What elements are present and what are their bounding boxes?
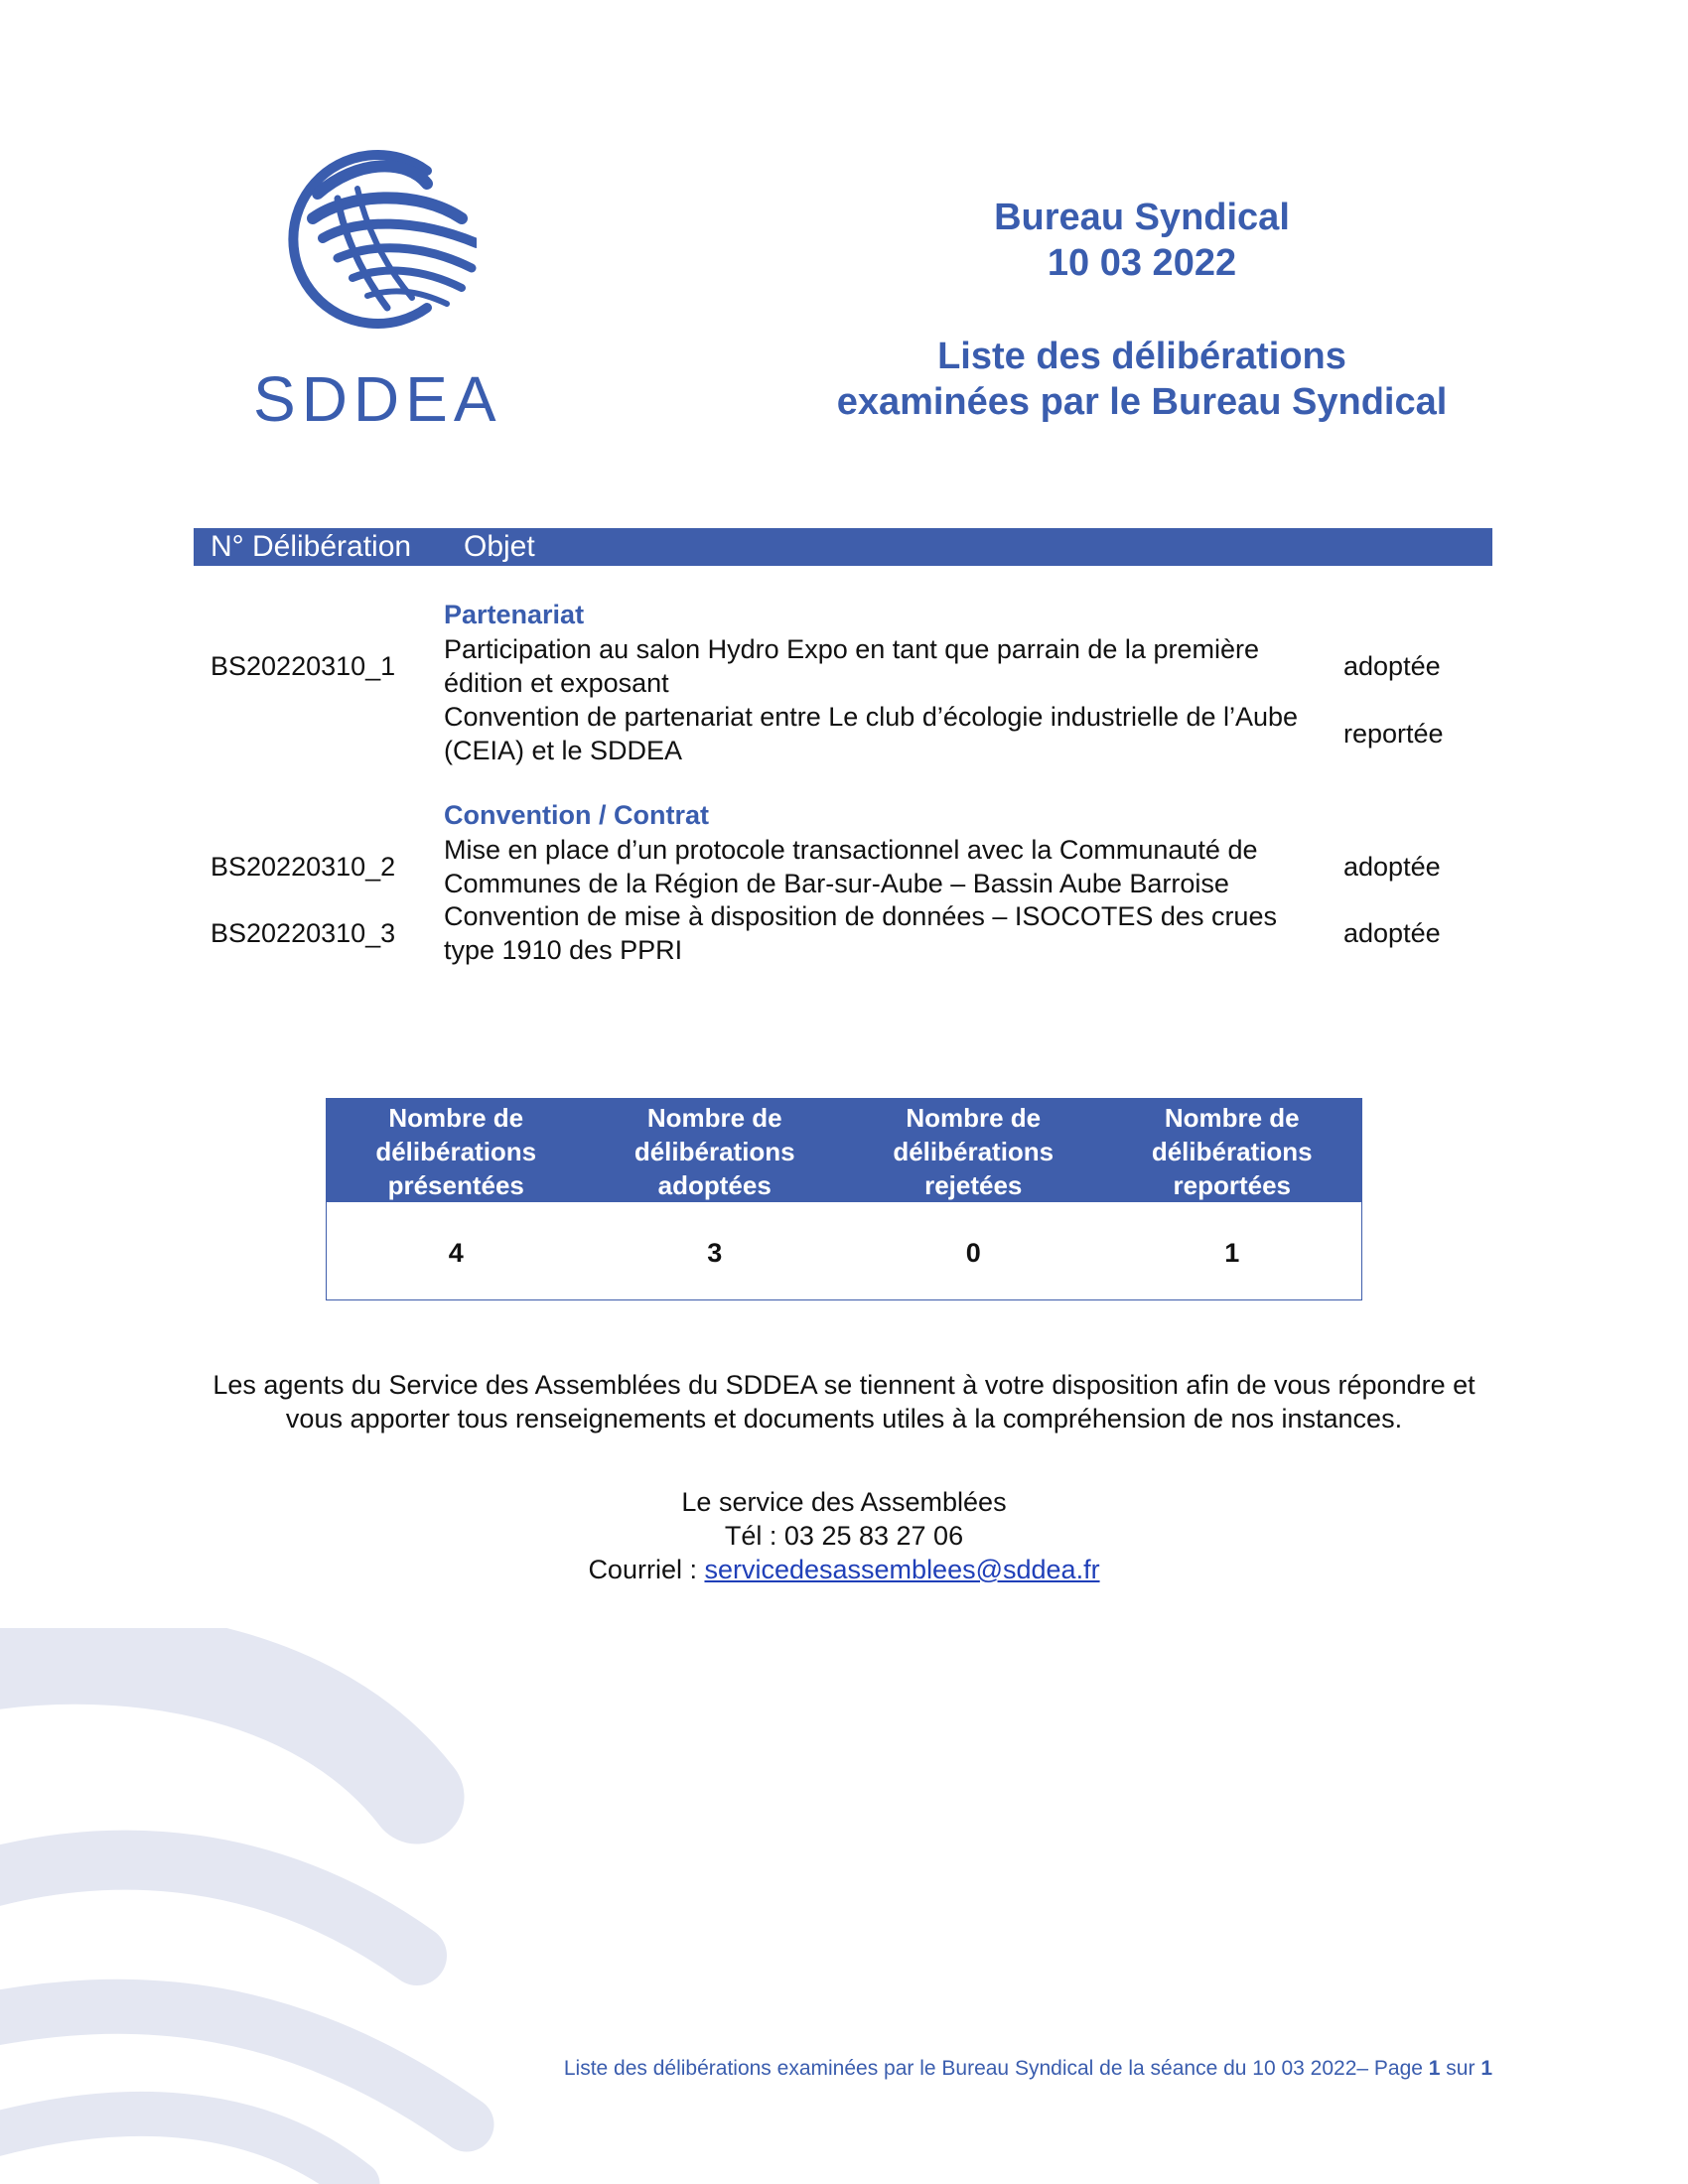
summary-header-presented: Nombre de délibérations présentées xyxy=(375,1103,537,1200)
info-line-1: Les agents du Service des Assemblées du SDDEA se tiennent à votre disposition afin de vous répondre et xyxy=(212,1370,1476,1400)
sddea-logo xyxy=(238,139,506,437)
deliberation-object: Mise en place d’un protocole transactionnel avec la Communauté de Communes de la Région de Bar-sur-Aube – Bassin Aube Barroise xyxy=(444,835,1258,898)
info-line-2: vous apporter tous renseignements et documents utiles à la compréhension de nos instances. xyxy=(285,1404,1403,1433)
contact-email-link[interactable]: servicedesassemblees@sddea.fr xyxy=(704,1555,1100,1584)
document-title xyxy=(794,195,1489,425)
summary-header-rejected: Nombre de délibérations rejetées xyxy=(893,1103,1055,1200)
section-title-partenariat: Partenariat xyxy=(444,600,585,629)
contact-service: Le service des Assemblées xyxy=(681,1487,1007,1517)
deliberation-status: adoptée xyxy=(1343,852,1441,882)
subtitle-line-1: Liste des délibérations xyxy=(937,336,1346,377)
deliberation-status: adoptée xyxy=(1343,651,1441,681)
info-paragraph xyxy=(179,1368,1509,1435)
section-title-convention-contrat: Convention / Contrat xyxy=(444,800,709,830)
deliberation-object: Convention de partenariat entre Le club d’écologie industrielle de l’Aube (CEIA) et le SDDEA xyxy=(444,702,1299,765)
contact-email-line xyxy=(298,1553,1390,1586)
watermark-swoosh xyxy=(0,1628,516,2184)
deliberation-status: reportée xyxy=(1343,719,1444,749)
deliberation-object: Convention de mise à disposition de données – ISOCOTES des crues type 1910 des PPRI xyxy=(444,901,1277,965)
contact-email-label: Courriel : xyxy=(588,1555,705,1584)
footer-page-number: 1 xyxy=(1428,2057,1441,2080)
logo-wordmark: SDDEA xyxy=(253,363,502,435)
title-line-2: 10 03 2022 xyxy=(1047,242,1237,284)
summary-header-adopted: Nombre de délibérations adoptées xyxy=(633,1103,795,1200)
title-line-1: Bureau Syndical xyxy=(994,197,1290,238)
summary-table xyxy=(326,1098,1362,1300)
column-header-object: Objet xyxy=(464,530,535,563)
footer-text: Liste des délibérations examinées par le Bureau Syndical de la séance du 10 03 2022– Page xyxy=(563,2057,1429,2080)
deliberations-table-header xyxy=(194,528,1492,566)
footer-page-total: 1 xyxy=(1480,2057,1492,2080)
subtitle-line-2: examinées par le Bureau Syndical xyxy=(836,381,1448,423)
wave-emblem-icon xyxy=(278,139,477,338)
deliberation-number: BS20220310_3 xyxy=(211,918,396,948)
deliberation-status: adoptée xyxy=(1343,918,1441,948)
summary-values-row xyxy=(327,1238,1361,1269)
summary-header-row xyxy=(327,1099,1361,1202)
contact-phone: Tél : 03 25 83 27 06 xyxy=(724,1521,964,1551)
column-header-number: N° Délibération xyxy=(211,530,412,563)
deliberation-object: Participation au salon Hydro Expo en tant que parrain de la première édition et exposant xyxy=(444,634,1259,698)
contact-block xyxy=(298,1485,1390,1586)
summary-value-rejected: 0 xyxy=(965,1238,981,1268)
summary-value-postponed: 1 xyxy=(1224,1238,1240,1268)
deliberation-number: BS20220310_1 xyxy=(211,651,396,681)
footer-separator: sur xyxy=(1440,2057,1481,2080)
deliberation-number: BS20220310_2 xyxy=(211,852,396,882)
summary-value-adopted: 3 xyxy=(707,1238,723,1268)
summary-header-postponed: Nombre de délibérations reportées xyxy=(1151,1103,1313,1200)
page-footer xyxy=(564,2057,1492,2081)
summary-value-presented: 4 xyxy=(448,1238,464,1268)
